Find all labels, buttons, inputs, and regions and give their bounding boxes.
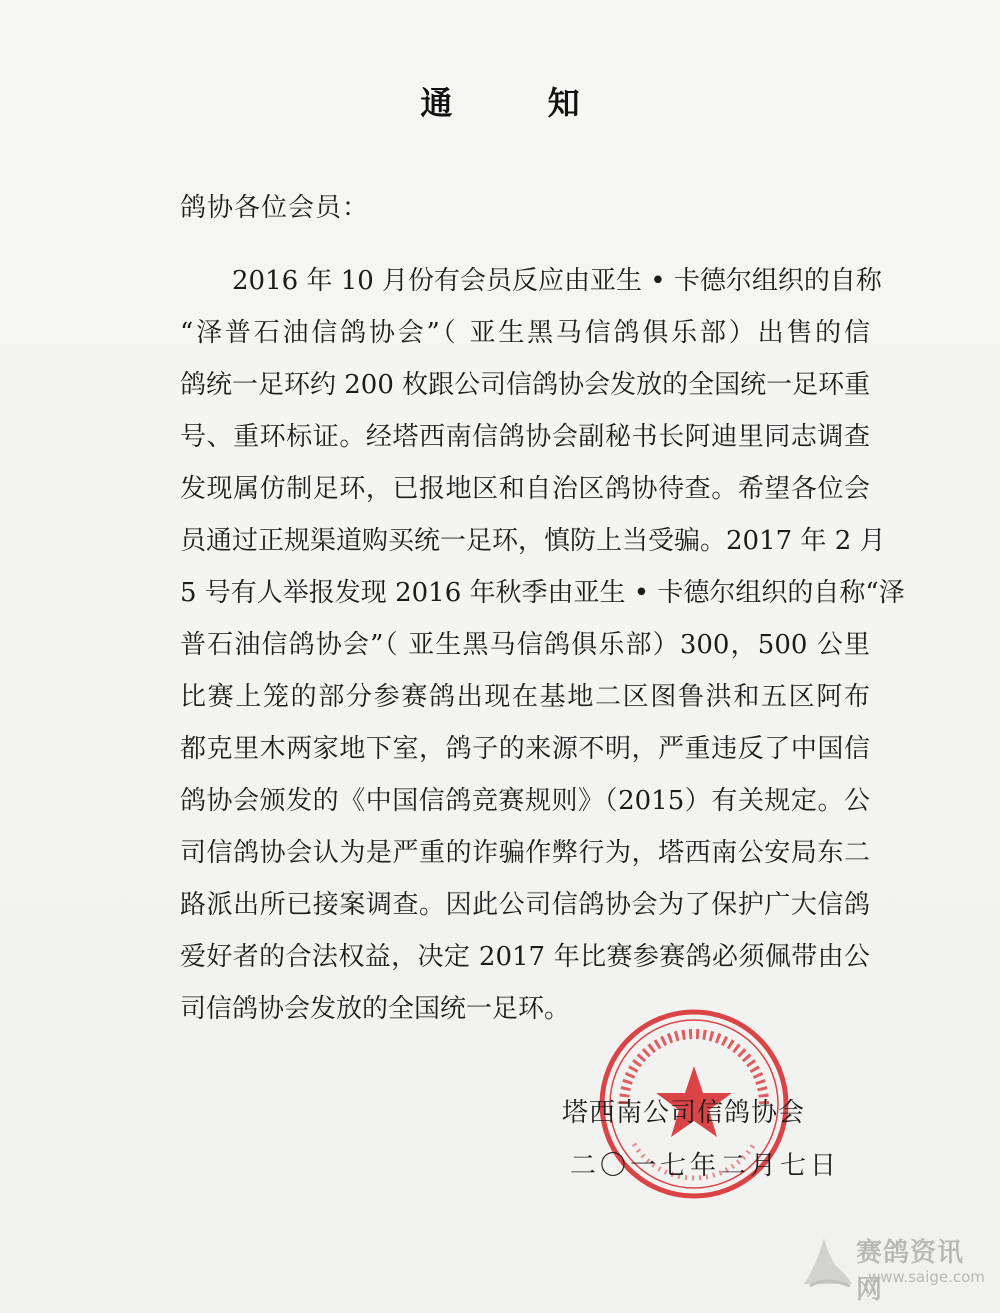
watermark-url: www.saige.com — [868, 1268, 985, 1286]
body-line: “泽普石油信鸽协会”（ 亚生黑马信鸽俱乐部）出售的信 — [180, 318, 870, 348]
document-title: 通 知 — [420, 84, 622, 122]
body-paragraph — [180, 261, 905, 1041]
body-line: 都克里木两家地下室，鸽子的来源不明，严重违反了中国信 — [180, 734, 870, 764]
body-line: 普石油信鸽协会”（ 亚生黑马信鸽俱乐部）300，500 公里 — [180, 630, 870, 660]
pigeon-logo-icon — [796, 1226, 856, 1296]
signing-date: 二〇一七年二月七日 — [570, 1151, 841, 1181]
site-watermark — [796, 1226, 986, 1305]
body-line: 比赛上笼的部分参赛鸽出现在基地二区图鲁洪和五区阿布 — [180, 682, 870, 712]
body-line: 爱好者的合法权益，决定 2017 年比赛参赛鸽必须佩带由公 — [180, 942, 870, 972]
body-line: 鸽统一足环约 200 枚跟公司信鸽协会发放的全国统一足环重 — [180, 370, 871, 400]
signer-name: 塔西南公司信鸽协会 — [562, 1098, 806, 1128]
body-line: 司信鸽协会认为是严重的诈骗作弊行为，塔西南公安局东二 — [180, 838, 870, 868]
body-line: 员通过正规渠道购买统一足环，慎防上当受骗。2017 年 2 月 — [180, 526, 886, 556]
watermark-site-name: 赛鸽资讯网 — [856, 1238, 965, 1305]
body-line: 发现属仿制足环，已报地区和自治区鸽协待查。希望各位会 — [180, 474, 870, 504]
body-line: 2016 年 10 月份有会员反应由亚生 • 卡德尔组织的自称 — [232, 266, 882, 296]
salutation: 鸽协各位会员： — [180, 193, 370, 223]
body-line: 号、重环标证。经塔西南信鸽协会副秘书长阿迪里同志调查 — [180, 422, 870, 452]
body-line: 5 号有人举报发现 2016 年秋季由亚生 • 卡德尔组织的自称“泽 — [180, 578, 905, 608]
body-line: 司信鸽协会发放的全国统一足环。 — [180, 994, 571, 1024]
body-line: 路派出所已接案调查。因此公司信鸽协会为了保护广大信鸽 — [180, 890, 870, 920]
body-line: 鸽协会颁发的《中国信鸽竞赛规则》（2015）有关规定。公 — [180, 786, 870, 816]
